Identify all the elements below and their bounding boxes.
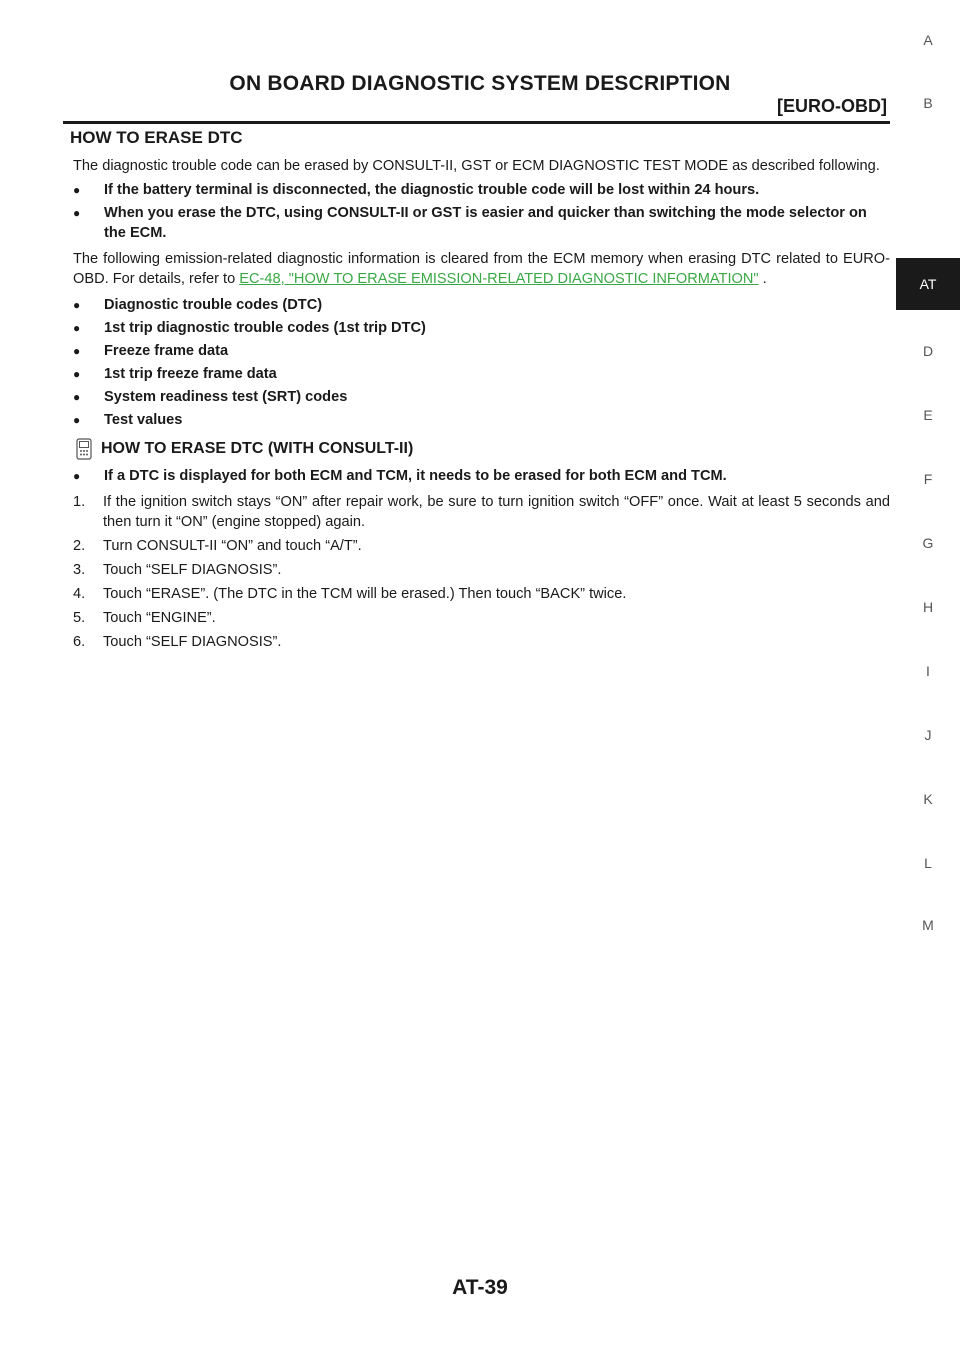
side-tab-at-active[interactable]: AT xyxy=(896,258,960,310)
side-tab-a[interactable]: A xyxy=(923,32,933,48)
list-item: ● Test values xyxy=(73,412,183,428)
side-tab-m[interactable]: M xyxy=(922,917,934,933)
side-tab-b[interactable]: B xyxy=(923,95,933,111)
side-tab-k[interactable]: K xyxy=(923,791,933,807)
step-item: 6. Touch “SELF DIAGNOSIS”. xyxy=(73,634,282,650)
bullet-icon: ● xyxy=(73,206,81,220)
side-tab-j[interactable]: J xyxy=(924,727,932,743)
reference-link[interactable]: EC-48, "HOW TO ERASE EMISSION-RELATED DIAGNOSTIC INFORMATION" xyxy=(239,271,759,287)
list-item: ● If the battery terminal is disconnected, the diagnostic trouble code will be lost within 24 hours. xyxy=(73,182,760,198)
step-item: 2. Turn CONSULT-II “ON” and touch “A/T”. xyxy=(73,538,362,554)
erase-steps-list xyxy=(73,492,890,652)
bullet-icon: ● xyxy=(73,367,81,381)
list-item: ● 1st trip diagnostic trouble codes (1st trip DTC) xyxy=(73,320,426,336)
bullet-icon: ● xyxy=(73,344,81,358)
step-item: 1. If the ignition switch stays “ON” after repair work, be sure to turn ignition switch “OFF” once. Wait at least 5 seconds and then turn it “ON” (engine stopped) again. xyxy=(73,494,890,530)
list-item: ● 1st trip freeze frame data xyxy=(73,366,277,382)
section-index-tabs xyxy=(896,0,960,1358)
step-item: 4. Touch “ERASE”. (The DTC in the TCM will be erased.) Then touch “BACK” twice. xyxy=(73,586,627,602)
side-tab-d[interactable]: D xyxy=(922,343,934,359)
consult-note-list xyxy=(73,466,890,486)
side-tab-l[interactable]: L xyxy=(924,855,932,871)
bullet-icon: ● xyxy=(73,390,81,404)
bullet-icon: ● xyxy=(73,413,81,427)
list-item: ● Freeze frame data xyxy=(73,343,229,359)
section-heading-consult-ii: HOW TO ERASE DTC (WITH CONSULT-II) xyxy=(101,440,890,458)
bullet-icon: ● xyxy=(73,298,81,312)
page-content xyxy=(70,124,890,656)
side-tab-i[interactable]: I xyxy=(926,663,930,679)
list-item: ● System readiness test (SRT) codes xyxy=(73,389,348,405)
section-heading-erase-dtc: HOW TO ERASE DTC xyxy=(70,128,243,147)
page-subtitle: [EURO-OBD] xyxy=(777,96,887,116)
bullet-icon: ● xyxy=(73,183,81,197)
reference-paragraph: The following emission-related diagnostic information is cleared from the ECM memory when erasing DTC related to EURO-OBD. For details, refer to EC-48, "HOW TO ERASE EMISSION-RELATED DIAGNOSTIC INFORMATION" . xyxy=(73,251,890,287)
list-item: ● When you erase the DTC, using CONSULT-II or GST is easier and quicker than switching the mode selector on the ECM. xyxy=(73,205,867,241)
cleared-info-list xyxy=(73,295,890,430)
step-item: 5. Touch “ENGINE”. xyxy=(73,610,216,626)
side-tab-f[interactable]: F xyxy=(923,471,933,487)
bullet-icon: ● xyxy=(73,469,81,483)
side-tab-h[interactable]: H xyxy=(922,599,934,615)
page-title: ON BOARD DIAGNOSTIC SYSTEM DESCRIPTION xyxy=(229,72,731,95)
notes-list xyxy=(73,180,890,243)
list-item: ● If a DTC is displayed for both ECM and TCM, it needs to be erased for both ECM and TCM. xyxy=(73,468,727,484)
bullet-icon: ● xyxy=(73,321,81,335)
list-item: ● Diagnostic trouble codes (DTC) xyxy=(73,297,323,313)
page-number: AT-39 xyxy=(452,1276,508,1299)
consult-tool-icon xyxy=(75,438,93,460)
side-tab-e[interactable]: E xyxy=(923,407,933,423)
side-tab-g[interactable]: G xyxy=(922,535,934,551)
step-item: 3. Touch “SELF DIAGNOSIS”. xyxy=(73,562,282,578)
intro-paragraph: The diagnostic trouble code can be erased by CONSULT-II, GST or ECM DIAGNOSTIC TEST MODE as described following. xyxy=(73,158,880,174)
